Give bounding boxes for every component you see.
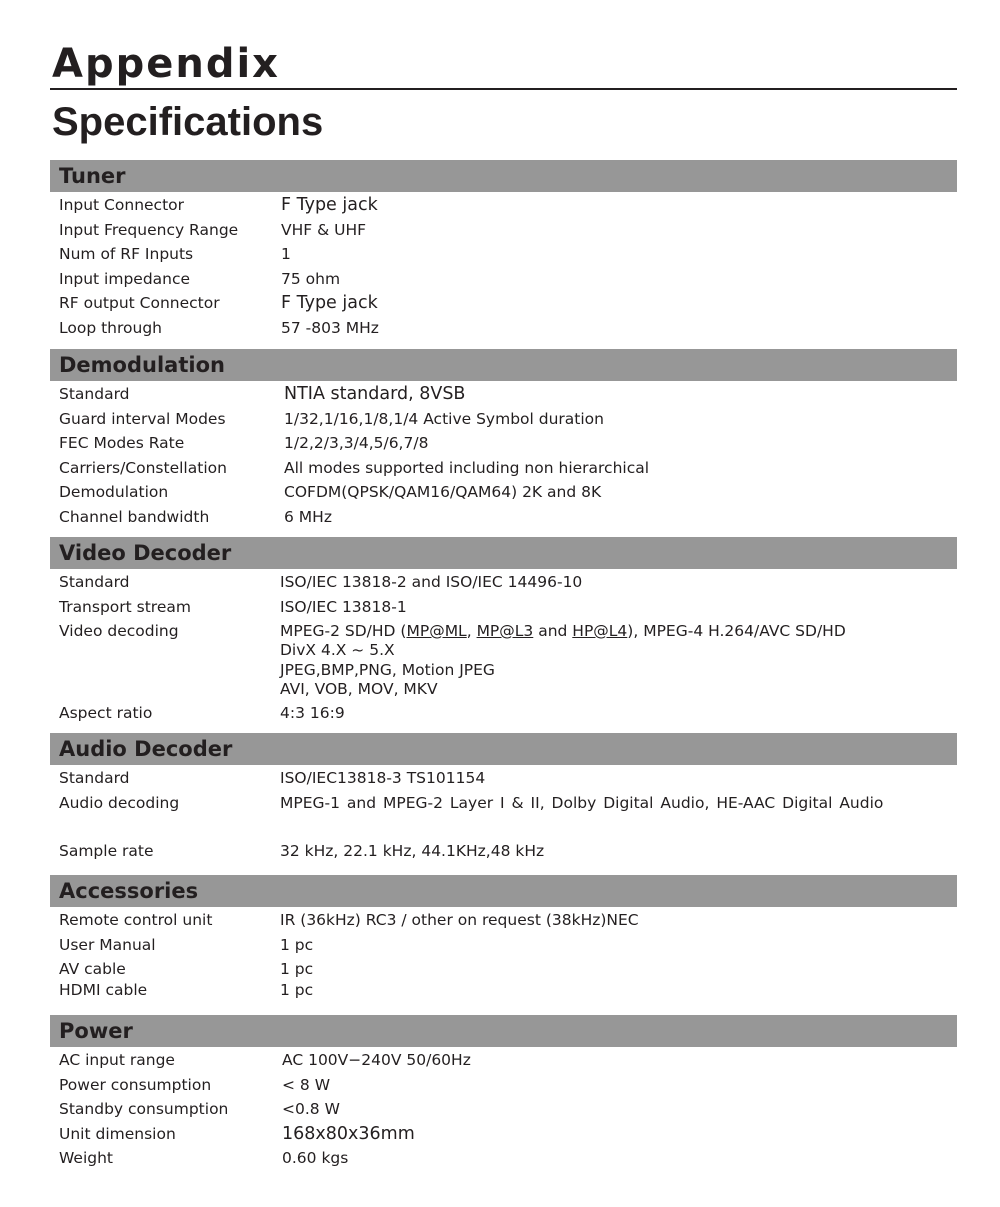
spec-row	[50, 595, 957, 620]
spec-row	[50, 431, 957, 456]
spec-value: 1 pc	[280, 935, 314, 954]
spec-row	[50, 701, 957, 726]
spec-value: All modes supported including non hierarchical	[284, 458, 650, 477]
spec-value: < 8 W	[282, 1075, 331, 1094]
spec-row	[50, 218, 957, 243]
spec-value: 168x80x36mm	[282, 1123, 415, 1144]
spec-row	[50, 382, 957, 407]
spec-label: Standby consumption	[59, 1100, 229, 1118]
spec-label: Carriers/Constellation	[59, 458, 227, 477]
spec-label: Unit dimension	[59, 1124, 176, 1143]
spec-row	[50, 291, 957, 316]
spec-row	[50, 1048, 957, 1073]
spec-label: Weight	[59, 1149, 114, 1167]
spec-value-line: DivX 4.X ~ 5.X	[280, 641, 395, 659]
spec-row	[50, 480, 957, 505]
spec-value: COFDM(QPSK/QAM16/QAM64) 2K and 8K	[284, 483, 602, 501]
spec-row	[50, 505, 957, 530]
section-demodulation	[50, 349, 957, 529]
section-audio-decoder	[50, 733, 957, 863]
spec-value: 1/2,2/3,3/4,5/6,7/8	[284, 434, 429, 452]
spec-row	[50, 267, 957, 292]
spec-label: Audio decoding	[59, 793, 180, 812]
spec-value: 1 pc	[280, 981, 314, 999]
page-subtitle: Specifications	[52, 100, 324, 144]
spec-value: 1/32,1/16,1/8,1/4 Active Symbol duration	[284, 409, 604, 428]
title-rule	[50, 88, 957, 90]
spec-row	[50, 570, 957, 595]
spec-label: Aspect ratio	[59, 704, 153, 722]
spec-label: Standard	[59, 385, 130, 403]
spec-label: RF output Connector	[59, 294, 220, 312]
spec-row	[50, 407, 957, 432]
spec-value: 57 -803 MHz	[281, 318, 379, 337]
spec-value: NTIA standard, 8VSB	[284, 384, 466, 404]
spec-row	[50, 1097, 957, 1122]
spec-label: Input Frequency Range	[59, 220, 239, 239]
spec-label: Num of RF Inputs	[59, 245, 194, 263]
spec-row	[50, 957, 957, 978]
spec-value: F Type jack	[281, 293, 378, 313]
section-power	[50, 1015, 957, 1171]
spec-row	[50, 456, 957, 481]
spec-label: User Manual	[59, 935, 156, 954]
spec-row	[50, 1073, 957, 1098]
spec-label: Remote control unit	[59, 911, 213, 929]
spec-row	[50, 242, 957, 267]
section-heading: Demodulation	[50, 349, 957, 381]
spec-row	[50, 316, 957, 341]
spec-label: Standard	[59, 769, 130, 787]
spec-value: 6 MHz	[284, 507, 332, 526]
spec-row	[50, 193, 957, 218]
spec-label: AC input range	[59, 1051, 175, 1069]
spec-row	[50, 933, 957, 958]
spec-value: ISO/IEC 13818-1	[280, 597, 407, 616]
spec-value: MPEG-1 and MPEG-2 Layer I & II, Dolby Digital Audio, HE-AAC Digital Audio	[280, 793, 884, 812]
spec-row	[50, 1122, 957, 1147]
spec-label: AV cable	[59, 960, 126, 978]
spec-value: ISO/IEC13818-3 TS101154	[280, 769, 486, 787]
section-accessories	[50, 875, 957, 1003]
spec-value: 32 kHz, 22.1 kHz, 44.1KHz,48 kHz	[280, 841, 545, 860]
spec-value: <0.8 W	[282, 1100, 340, 1118]
spec-label: Input impedance	[59, 269, 191, 288]
spec-label: Sample rate	[59, 841, 154, 860]
spec-value: 1 pc	[280, 960, 314, 978]
section-heading: Power	[50, 1015, 957, 1047]
section-heading: Tuner	[50, 160, 957, 192]
spec-value: F Type jack	[281, 195, 378, 215]
spec-row	[50, 839, 957, 864]
section-video-decoder	[50, 537, 957, 726]
spec-row	[50, 766, 957, 791]
spec-label: Guard interval Modes	[59, 409, 226, 428]
spec-row	[50, 619, 957, 701]
spec-value: 0.60 kgs	[282, 1149, 349, 1167]
spec-label: HDMI cable	[59, 981, 148, 999]
spec-value: 75 ohm	[281, 269, 341, 288]
spec-row	[50, 908, 957, 933]
spec-row	[50, 978, 957, 1003]
spec-label: Channel bandwidth	[59, 507, 210, 526]
spec-label: Loop through	[59, 318, 162, 337]
spec-label: Power consumption	[59, 1075, 212, 1094]
spec-value: 4:3 16:9	[280, 704, 345, 722]
section-tuner	[50, 160, 957, 340]
spec-value: ISO/IEC 13818-2 and ISO/IEC 14496-10	[280, 573, 583, 591]
page-title: Appendix	[52, 41, 280, 87]
spec-value-line: AVI, VOB, MOV, MKV	[280, 680, 438, 698]
spec-value-line: JPEG,BMP,PNG, Motion JPEG	[280, 660, 495, 679]
spec-label: FEC Modes Rate	[59, 434, 185, 452]
section-heading: Video Decoder	[50, 537, 957, 569]
spec-label: Transport stream	[59, 597, 191, 616]
spec-row	[50, 1146, 957, 1171]
section-heading: Accessories	[50, 875, 957, 907]
spec-label: Video decoding	[59, 622, 179, 640]
section-heading: Audio Decoder	[50, 733, 957, 765]
spec-value: 1	[281, 245, 291, 263]
spec-value: AC 100V−240V 50/60Hz	[282, 1051, 471, 1069]
spec-label: Standard	[59, 573, 130, 591]
spec-value: IR (36kHz) RC3 / other on request (38kHz)NEC	[280, 911, 639, 929]
spec-value: VHF & UHF	[281, 220, 367, 239]
spec-row	[50, 791, 957, 839]
spec-label: Demodulation	[59, 483, 169, 501]
spec-value: MPEG-2 SD/HD (MP@ML, MP@L3 and HP@L4), MPEG-4 H.264/AVC SD/HD	[280, 622, 846, 640]
spec-label: Input Connector	[59, 196, 185, 214]
